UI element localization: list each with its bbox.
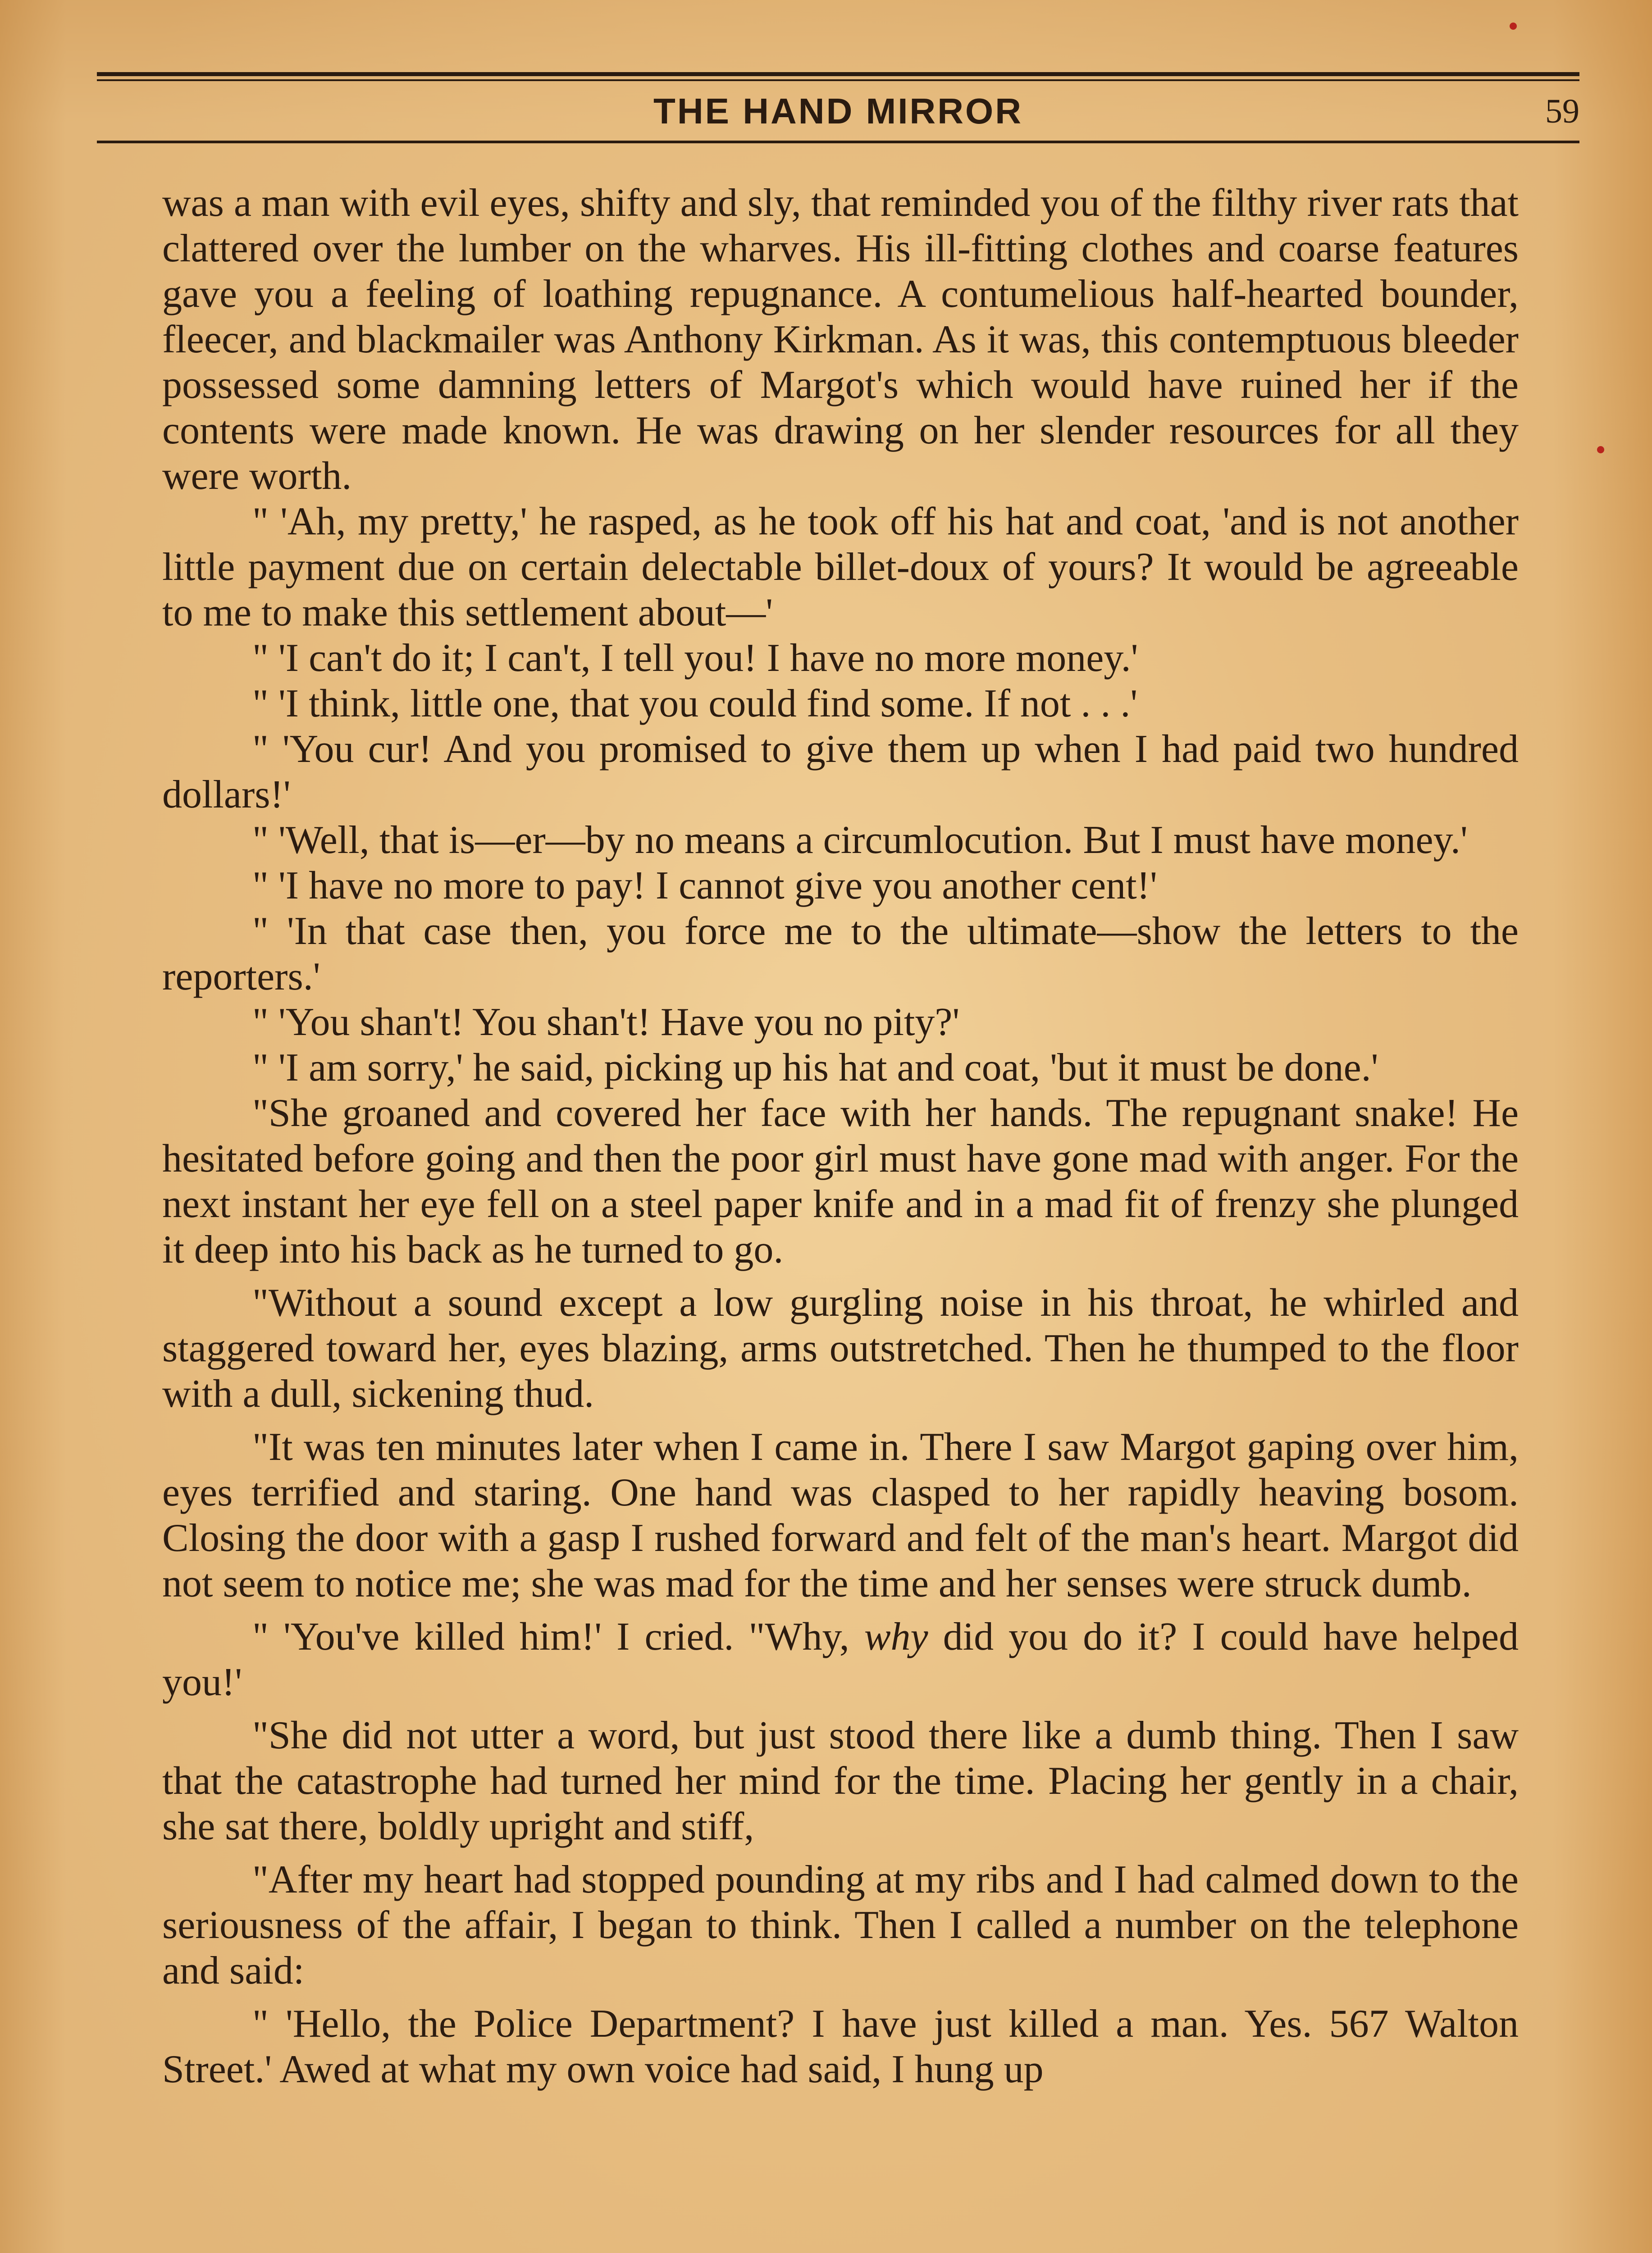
ink-speck (1597, 446, 1604, 453)
paragraph-4: " 'I think, little one, that you could find some. If not . . .' (252, 682, 1138, 725)
paragraph-12: "Without a sound except a low gurgling noise in his throat, he whirled and staggered toward her, eyes blazing, arms outstretched. Then he thumped to the floor with a dull, sickening thud. (162, 1281, 1519, 1416)
paragraph-6: " 'Well, that is—er—by no means a circumlocution. But I must have money.' (252, 818, 1468, 862)
paragraph-14-before: " 'You've killed him!' I cried. "Why, (252, 1615, 864, 1659)
header-rule-top-thin (97, 79, 1579, 81)
paragraph-9: " 'You shan't! You shan't! Have you no pity?' (252, 1000, 960, 1044)
paragraph-15: "She did not utter a word, but just stood there like a dumb thing. Then I saw that the catastrophe had turned her mind for the time. Placing her gently in a chair, she sat there, boldly upright and stiff, (162, 1714, 1519, 1848)
paragraph-10: " 'I am sorry,' he said, picking up his hat and coat, 'but it must be done.' (252, 1046, 1378, 1090)
paragraph-13: "It was ten minutes later when I came in. There I saw Margot gaping over him, eyes terrified and staring. One hand was clasped to her rapidly heaving bosom. Closing the door with a gasp I rushed forward and felt of the man's heart. Margot did not seem to notice me; she was mad for the time and her senses were struck dumb. (162, 1425, 1519, 1605)
header-rule-bottom (97, 141, 1579, 143)
header-rule-top (97, 72, 1579, 76)
paragraph-1: was a man with evil eyes, shifty and sly, that reminded you of the filthy river rats that clattered over the lumber on the wharves. His ill-fitting clothes and coarse features gave you a feeling of loathing repugnance. A contumelious half-hearted bounder, fleecer, and blackmailer was Anthony Kirkman. As it was, this contemptuous bleeder possessed some damning letters of Margot's which would have ruined her if the contents were made known. He was drawing on her slender resources for all they were worth. (162, 181, 1519, 498)
running-head (97, 87, 1579, 136)
paragraph-14-after: did you do it? I could have helped you!' (162, 1615, 1519, 1704)
running-title: THE HAND MIRROR (653, 91, 1023, 131)
paragraph-17: " 'Hello, the Police Department? I have just killed a man. Yes. 567 Walton Street.' Awed at what my own voice had said, I hung up (162, 2002, 1519, 2091)
paragraph-5: " 'You cur! And you promised to give them up when I had paid two hundred dollars!' (162, 727, 1519, 816)
body-text (162, 180, 1519, 2092)
paragraph-8: " 'In that case then, you force me to the ultimate—show the letters to the reporters.' (162, 909, 1519, 999)
page-number: 59 (1545, 92, 1579, 130)
paragraph-11: "She groaned and covered her face with her hands. The repugnant snake! He hesitated before going and then the poor girl must have gone mad with anger. For the next instant her eye fell on a steel paper knife and in a mad fit of frenzy she plunged it deep into his back as he turned to go. (162, 1091, 1519, 1272)
paragraph-7: " 'I have no more to pay! I cannot give you another cent!' (252, 864, 1157, 908)
paragraph-14 (162, 1614, 1519, 1705)
ink-speck (1510, 23, 1517, 30)
paragraph-14-emphasis: why (864, 1615, 928, 1659)
paragraph-16: "After my heart had stopped pounding at my ribs and I had calmed down to the seriousness of the affair, I began to think. Then I called a number on the telephone and said: (162, 1858, 1519, 1993)
paragraph-2: " 'Ah, my pretty,' he rasped, as he took off his hat and coat, 'and is not another little payment due on certain delectable billet-doux of yours? It would be agreeable to me to make this settlement about—' (162, 500, 1519, 634)
paragraph-3: " 'I can't do it; I can't, I tell you! I have no more money.' (252, 636, 1138, 680)
